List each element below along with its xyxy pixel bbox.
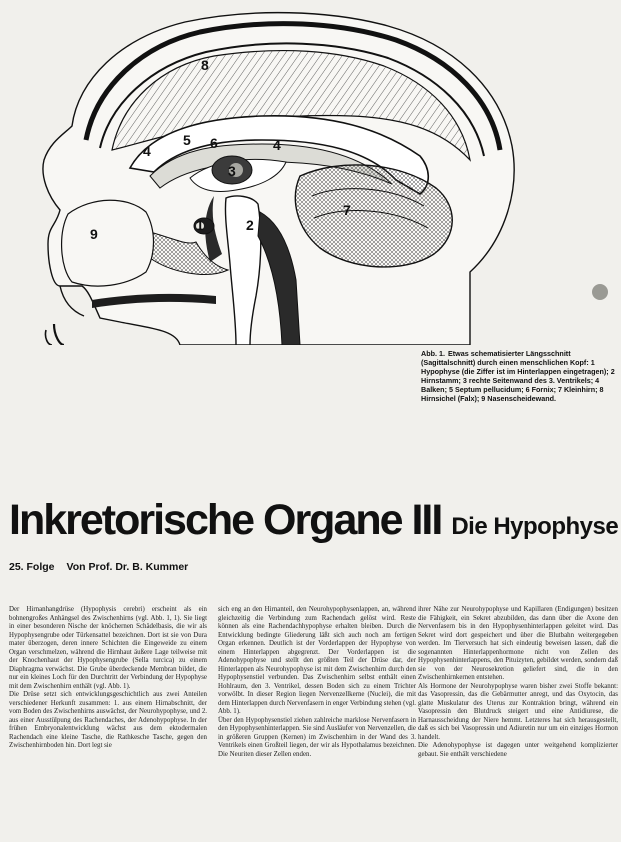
series-number: 25. Folge (9, 561, 55, 573)
paragraph: Über den Hypophysenstiel ziehen zahlreiche marklose Nervenfasern in den Hypophysenhinterlappen. Sie sind Ausläufer von Nervenzellen, die in größeren Gruppen (Kernen) im Zwischenhirn in der Wand des 3. Ventrikels einen Großteil liegen, der wir als Hypothalamus bezeichnen. Die Neuriten dieser Zellen enden. (218, 716, 416, 758)
label-6: 6 (210, 135, 218, 151)
label-7: 7 (343, 202, 351, 218)
label-4-right: 4 (273, 137, 281, 153)
article-subtitle: Die Hypophyse (451, 513, 619, 540)
paragraph: Die Drüse setzt sich entwicklungsgeschichtlich aus zwei Anteilen verschiedener Herkunft zusammen: 1. aus einem Hirnabschnitt, der vom Boden des Zwischenhirns auswächst, der Neurohypophyse, und 2. aus einer Ausstülpung des Rachendaches, der Adenohypophyse. In der frühen Embryonalentwicklung wächst aus dem ektodermalen Rachendach eine kleine Tasche, die Rathkesche Tasche, gegen den Zwischenhirnboden hin. Dort legt sie (9, 691, 207, 749)
label-9: 9 (90, 226, 98, 242)
head-section-illustration (0, 0, 621, 345)
label-5: 5 (183, 132, 191, 148)
paragraph: Als Hormone der Neurohypophyse waren bisher zwei Stoffe bekannt: das Vasopressin, das die Gebärmutter anregt, und das Oxytocin, das glatte Muskulatur des Uterus zur Kontraktion bringt, während ein Vasopressin den Blutdruck steigert und eine Antidiurese, die Harnausscheidung der Niere hemmt. Letzteres hat sich herausgestellt, daß es sich bei Vasopressin und Adiuretin nur um ein einziges Hormon handelt. (418, 682, 618, 741)
text-column-3 (418, 606, 618, 842)
paragraph: sich eng an den Hirnanteil, den Neurohypophysenlappen, an, während gleichzeitig die Verbindung zum Rachendach gelöst wird. Reste können als eine Rachendachhypophyse erhalten bleiben. Durch die Entwicklung bedingte Gliederung läßt sich auch noch am fertigen Organ erkennen. Deutlich ist der Vorderlappen der Hypophyse von einem Hinterlappen abgegrenzt. Der Vorderlappen ist die Adenohypophyse und stellt den größten Teil der Drüse dar, der Hinterlappen als Neurohypophyse ist mit dem Zwischenhirn durch den Hypophysenstiel verbunden. Das Zwischenhirn selbst enthält einen Hohlraum, den 3. Ventrikel, dessen Boden sich zu einem Trichter vorwölbt. In dieser Region liegen Nervenzellkerne (Nuclei), die mit dem Hinterlappen durch Nervenfasern in enger Verbindung stehen (vgl. Abb. 1). (218, 606, 416, 715)
byline (9, 561, 200, 573)
caption-lead: Abb. 1. (421, 349, 445, 358)
text-column-1 (9, 606, 207, 842)
figure-caption (421, 349, 617, 403)
label-1: 1 (196, 217, 204, 233)
label-2: 2 (246, 217, 254, 233)
label-3: 3 (228, 163, 236, 179)
label-8: 8 (201, 57, 209, 73)
article-title: Inkretorische Organe III (9, 496, 442, 544)
paragraph: ihrer Nähe zur Neurohypophyse und Kapillaren (Endigungen) besitzen die Fähigkeit, ein Sekret abzubilden, das dann über die Axone den Nervenfasern bis in den Hypophysenhinterlappen geleitet wird. Das Sekret wird dort gespeichert und über die Blutbahn weitergegeben werden. Im Tierversuch hat sich eindeutig beweisen lassen, daß die sogenannten Hinterlappenhormone nicht von Zellen des Hypophysenhinterlappens, den Pituizyten, gebildet werden, sondern daß sie von der Neurosekretion geliefert sind, die in den Zwischenhirnkernen entstehen. (418, 606, 618, 681)
headline (9, 496, 621, 544)
text-column-2 (218, 606, 416, 842)
author-line: Von Prof. Dr. B. Kummer (66, 561, 189, 573)
paragraph: Die Adenohypophyse ist dagegen unter weitgehend komplizierter gebaut. Sie enthält verschiedene (418, 742, 618, 758)
caption-text: Etwas schematisierter Längsschnitt (Sagittalschnitt) durch einen menschlichen Kopf: 1 Hypophyse (die Ziffer ist im Hinterlappen eingetragen); 2 Hirnstamm; 3 rechte Seitenwand des 3. Ventrikels; 4 Balken; 5 Septum pellucidum; 6 Fornix; 7 Kleinhirn; 8 Hirnsichel (Falx); 9 Nasenscheidewand. (421, 349, 615, 403)
paragraph: Der Hirnanhangdrüse (Hypophysis cerebri) erscheint als ein bohnengroßes Anhängsel des Zwischenhirns (vgl. Abb. 1, 1). Sie liegt in einer besonderen Nische der knöchernen Schädelbasis, die wir als Hypophysengrube oder Türkensattel bezeichnen. Dort ist sie von Dura mater überzogen, deren innere Schichten die Eingeweide zu einem Organ verschmelzen, während die Hirnhaut äußere Lage teilweise mit der Knochenhaut der Hypophysengrube (Sella turcica) zu einem Diaphragma verwächst. Die Grube überdeckende Membran bildet, die nur ein kleines Loch für den Durchtritt der Verbindung der Hypophyse mit dem Zwischenhirn enthält (vgl. Abb. 1). (9, 606, 207, 690)
label-4-left: 4 (143, 143, 151, 159)
